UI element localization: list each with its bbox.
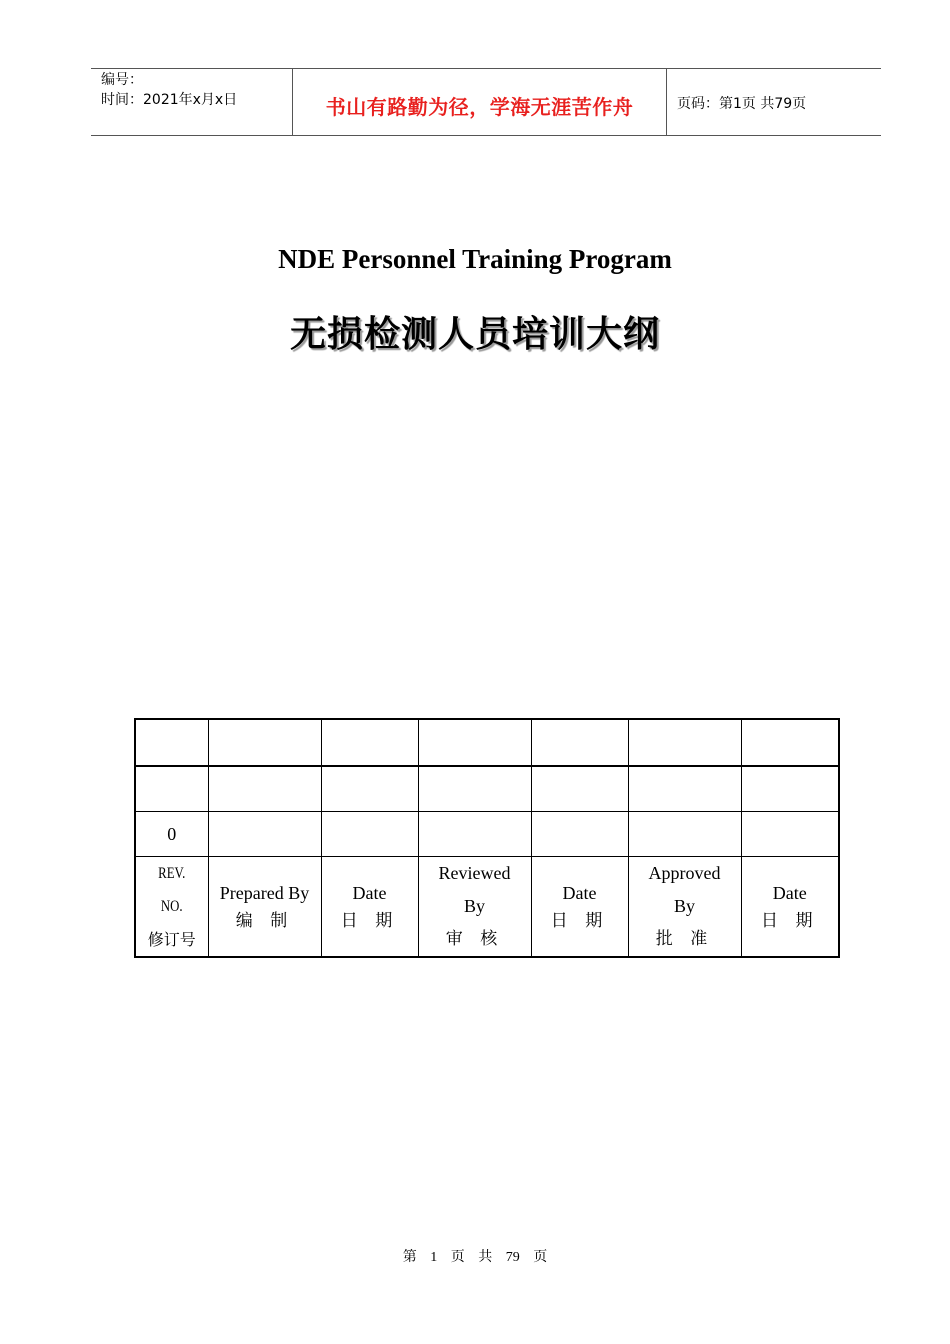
- date-label-cn: 日 期: [340, 910, 399, 931]
- prepared-by-label-cn: 编 制: [235, 910, 294, 931]
- date-label-cn: 日 期: [761, 910, 819, 931]
- footer-gong: 共: [478, 1250, 493, 1265]
- approved-by-label-en2: By: [673, 896, 695, 916]
- revision-cell: [418, 766, 531, 812]
- date-label-en: Date: [352, 882, 387, 903]
- rev-no-label-en2: NO.: [160, 898, 183, 915]
- approved-by-label-cn: 批 准: [655, 929, 714, 949]
- approved-by-header: [628, 857, 741, 958]
- header-motto: 书山有路勤为径，学海无涯苦作舟: [325, 95, 634, 119]
- reviewed-by-label-en2: By: [463, 896, 485, 916]
- header-meta-cell: [91, 69, 293, 135]
- page-footer: [0, 1246, 950, 1266]
- revision-cell: [741, 766, 839, 812]
- header-pager-cell: [667, 69, 881, 135]
- revision-cell: [628, 719, 741, 766]
- date-header: [531, 857, 628, 958]
- footer-page-number: 1: [430, 1250, 438, 1265]
- reviewed-by-label-en1: Reviewed: [438, 863, 511, 883]
- revision-label-row: [135, 857, 839, 958]
- rev-no-header: [135, 857, 208, 958]
- header-page-counter: 页码：第1页 共79页: [677, 96, 807, 112]
- document-time-label: 时间：2021年x月x日: [101, 92, 238, 108]
- revision-number-cell: 0: [135, 812, 208, 857]
- reviewed-by-header: [418, 857, 531, 958]
- revision-cell: [208, 766, 321, 812]
- rev-no-label-cn: 修订号: [147, 930, 196, 949]
- revision-cell: [628, 766, 741, 812]
- footer-ye: 页: [450, 1250, 465, 1265]
- document-header: [91, 68, 881, 136]
- revision-cell: [321, 719, 418, 766]
- revision-cell: [321, 812, 418, 857]
- revision-cell: [418, 812, 531, 857]
- footer-di: 第: [402, 1250, 417, 1265]
- revision-cell: [135, 719, 208, 766]
- revision-row: [135, 766, 839, 812]
- revision-row: [135, 719, 839, 766]
- revision-cell: [321, 766, 418, 812]
- date-label-en: Date: [772, 882, 807, 903]
- footer-total-pages: 79: [505, 1250, 520, 1265]
- document-number-label: 编号：: [101, 72, 143, 88]
- date-header: [321, 857, 418, 958]
- revision-cell: [208, 812, 321, 857]
- approved-by-label-en1: Approved: [648, 863, 721, 883]
- revision-cell: [741, 812, 839, 857]
- revision-cell: [628, 812, 741, 857]
- revision-row: [135, 812, 839, 857]
- revision-cell: [531, 719, 628, 766]
- revision-cell: [741, 719, 839, 766]
- footer-ye: 页: [533, 1250, 548, 1265]
- prepared-by-header: [208, 857, 321, 958]
- header-motto-cell: [293, 69, 667, 135]
- revision-cell: [208, 719, 321, 766]
- date-header: [741, 857, 839, 958]
- prepared-by-label-en: Prepared By: [219, 882, 310, 903]
- revision-cell: [531, 812, 628, 857]
- revision-cell: [135, 766, 208, 812]
- document-title-chinese: 无损检测人员培训大纲: [289, 314, 660, 355]
- revision-cell: [418, 719, 531, 766]
- revision-cell: [531, 766, 628, 812]
- date-label-en: Date: [562, 882, 597, 903]
- rev-no-label-en1: REV.: [158, 865, 186, 882]
- document-title-english: NDE Personnel Training Program: [278, 244, 672, 274]
- date-label-cn: 日 期: [550, 910, 609, 931]
- revision-table: [134, 718, 840, 958]
- reviewed-by-label-cn: 审 核: [445, 929, 504, 949]
